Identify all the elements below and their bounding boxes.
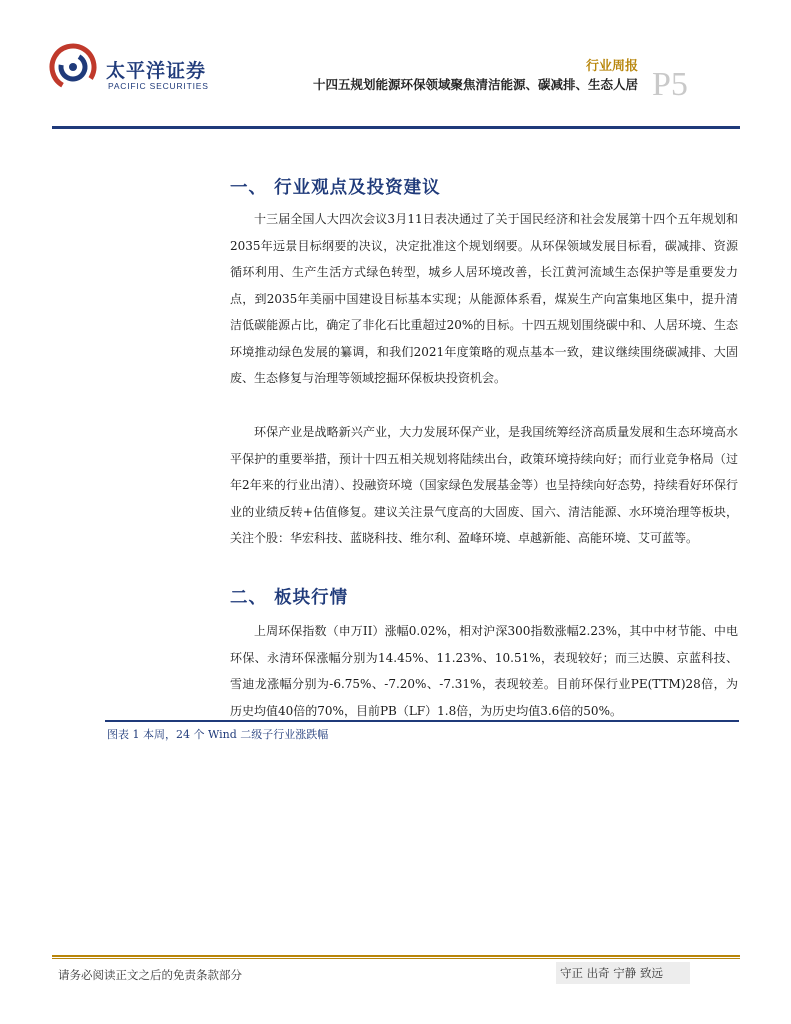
page-number: P5 <box>652 66 688 103</box>
section-heading-investment: 一、 行业观点及投资建议 <box>230 178 441 198</box>
footer-disclaimer: 请务必阅读正文之后的免责条款部分 <box>58 968 242 982</box>
report-title: 十四五规划能源环保领域聚焦清洁能源、碳减排、生态人居 <box>312 77 638 92</box>
footer-divider-secondary <box>52 958 740 959</box>
figure-caption: 图表 1 本周，24 个 Wind 二级子行业涨跌幅 <box>107 728 329 741</box>
paragraph-market-performance: 上周环保指数（申万II）涨幅0.02%，相对沪深300指数涨幅2.23%，其中中材节能、中电环保、永清环保涨幅分别为14.45%、11.23%、10.51%，表现较好；而三达膜、京蓝科技、雪迪龙涨幅分别为-6.75%、-7.20%、-7.31%，表现较差。目前环保行业PE(TTM)28倍，为历史均值40倍的70%，目前PB（LF）1.8倍，为历史均值3.6倍的50%。 <box>230 624 738 718</box>
section-heading-market: 二、 板块行情 <box>230 588 349 608</box>
figure-caption-divider <box>105 720 739 722</box>
paragraph-plan-overview: 十三届全国人大四次会议3月11日表决通过了关于国民经济和社会发展第十四个五年规划和2035年远景目标纲要的决议，决定批准这个规划纲要。从环保领域发展目标看，碳减排、资源循环利用、生产生活方式绿色转型，城乡人居环境改善，长江黄河流域生态保护等是重要发力点，到2035年美丽中国建设目标基本实现；从能源体系看，煤炭生产向富集地区集中，提升清洁低碳能源占比，确定了非化石比重超过20%的目标。十四五规划围绕碳中和、人居环境、生态环境推动绿色发展的纂调，和我们2021年度策略的观点基本一致，建议继续围绕碳减排、大固废、生态修复与治理等领域挖掘环保板块投资机会。 <box>230 212 738 385</box>
pacific-securities-logo-icon <box>48 42 98 92</box>
logo-english-name: PACIFIC SECURITIES <box>108 81 209 91</box>
footer-divider <box>52 955 740 957</box>
paragraph-investment-advice: 环保产业是战略新兴产业，大力发展环保产业，是我国统筹经济高质量发展和生态环境高水平保护的重要举措，预计十四五相关规划将陆续出台，政策环境持续向好；而行业竞争格局（过年2年来的行业出清）、投融资环境（国家绿色发展基金等）也呈持续向好态势，持续看好环保行业的业绩反转+估值修复。建议关注景气度高的大固废、国六、清洁能源、水环境治理等板块，关注个股：华宏科技、蓝晓科技、维尔利、盈峰环境、卓越新能、高能环境、艾可蓝等。 <box>230 425 738 545</box>
footer-motto: 守正 出奇 宁静 致远 <box>556 962 690 984</box>
logo-chinese-name: 太平洋证券 <box>106 60 207 82</box>
report-type: 行业周报 <box>585 59 638 74</box>
header-divider <box>52 126 740 129</box>
